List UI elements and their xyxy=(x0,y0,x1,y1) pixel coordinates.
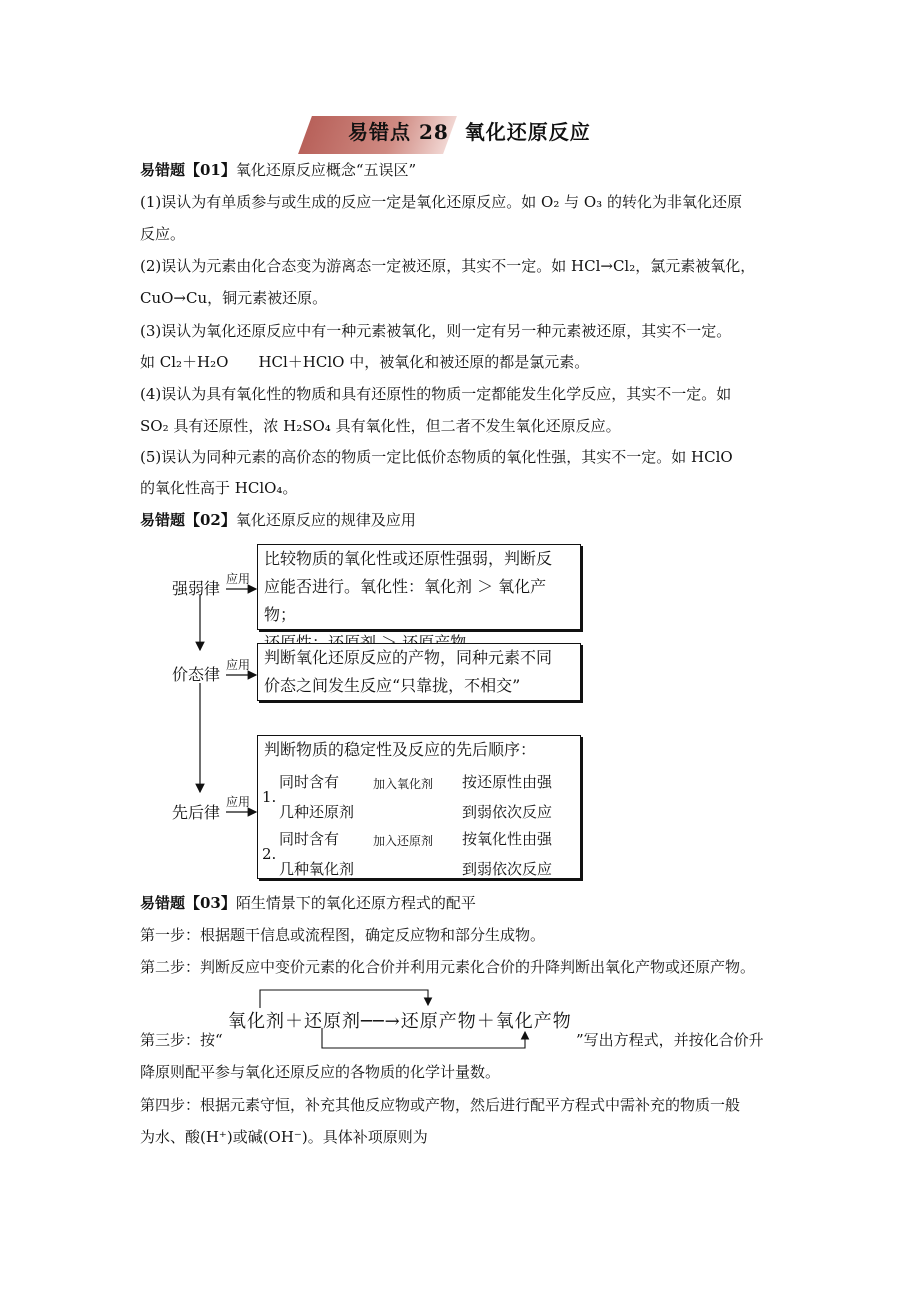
order-right1-1: 按还原性由强 xyxy=(462,773,553,791)
order-arrow-label-1: 加入氧化剂 xyxy=(373,777,434,791)
rule-box-valence xyxy=(257,643,581,701)
s1-item5-line2: 的氧化性高于 HClO₄。 xyxy=(140,479,298,497)
box3-line1: 判断物质的稳定性及反应的先后顺序： xyxy=(264,740,537,759)
title-main: 易错点 28 xyxy=(348,120,449,144)
step4-line1: 第四步：根据元素守恒，补充其他反应物或产物，然后进行配平方程式中需补充的物质一般 xyxy=(140,1096,741,1114)
section3-title: 陌生情景下的氧化还原方程式的配平 xyxy=(235,894,476,912)
order-right2-2: 到弱依次反应 xyxy=(462,860,553,878)
order-right1-2: 按氧化性由强 xyxy=(462,830,553,848)
box2-line2: 价态之间发生反应“只靠拢，不相交” xyxy=(264,676,521,695)
step3-continued: 降原则配平参与氧化还原反应的各物质的化学计量数。 xyxy=(140,1063,501,1081)
apply-label-2: 应用 xyxy=(226,658,251,672)
rule-box-strong-weak xyxy=(257,544,581,630)
order-left1-1: 同时含有 xyxy=(279,773,340,791)
order-left1-2: 同时含有 xyxy=(279,830,340,848)
section2-label: 易错题【02】 xyxy=(140,511,236,529)
equation-top-arrow xyxy=(260,990,428,1008)
step1: 第一步：根据题干信息或流程图，确定反应物和部分生成物。 xyxy=(140,926,546,944)
section1-label: 易错题【01】 xyxy=(140,161,236,179)
section2-title: 氧化还原反应的规律及应用 xyxy=(235,511,416,529)
box1-line2: 应能否进行。氧化性：氧化剂 ＞ 氧化产物； xyxy=(264,577,547,624)
s1-item2-line2: CuO→Cu，铜元素被还原。 xyxy=(140,289,328,307)
s1-item3-line2: 如 Cl₂＋H₂O HCl＋HClO 中，被氧化和被还原的都是氯元素。 xyxy=(140,353,590,371)
box1-line1: 比较物质的氧化性或还原性强弱，判断反 xyxy=(264,549,553,568)
order-right2-1: 到弱依次反应 xyxy=(462,803,553,821)
s1-item3-line1: (3)误认为氧化还原反应中有一种元素被氧化，则一定有另一种元素被还原，其实不一定。 xyxy=(140,322,732,340)
box2-line1: 判断氧化还原反应的产物，同种元素不同 xyxy=(264,648,553,667)
apply-label-3: 应用 xyxy=(226,795,251,809)
s1-item1-line2: 反应。 xyxy=(140,225,186,243)
order-left2-1: 几种还原剂 xyxy=(279,803,355,821)
order-num-1: 1. xyxy=(262,788,277,806)
s1-item4-line2: SO₂ 具有还原性，浓 H₂SO₄ 具有氧化性，但二者不发生氧化还原反应。 xyxy=(140,417,621,435)
title-sub: 氧化还原反应 xyxy=(464,120,591,144)
section3-heading xyxy=(140,893,790,913)
s1-item5-line1: (5)误认为同种元素的高价态的物质一定比低价态物质的氧化性强，其实不一定。如 HClO xyxy=(140,448,733,466)
step4-line2: 为水、酸(H⁺)或碱(OH⁻)。具体补项原则为 xyxy=(140,1128,428,1146)
order-left2-2: 几种氧化剂 xyxy=(279,860,355,878)
s1-item2-line1: (2)误认为元素由化合态变为游离态一定被还原，其实不一定。如 HCl→Cl₂，氯元素被氧化， xyxy=(140,257,756,275)
rule-valence: 价态律 xyxy=(172,665,221,684)
s1-item1-line1: (1)误认为有单质参与或生成的反应一定是氧化还原反应。如 O₂ 与 O₃ 的转化为非氧化还原 xyxy=(140,193,742,211)
step2: 第二步：判断反应中变价元素的化合价并利用元素化合价的升降判断出氧化产物或还原产物。 xyxy=(140,958,756,976)
step3-suffix: ”写出方程式，并按化合价升 xyxy=(576,1031,764,1049)
rule-strong-weak: 强弱律 xyxy=(172,579,221,598)
order-arrow-label-2: 加入还原剂 xyxy=(373,834,434,848)
apply-label-1: 应用 xyxy=(226,572,251,586)
rule-order: 先后律 xyxy=(172,803,221,822)
order-num-2: 2. xyxy=(262,845,277,863)
s1-item4-line1: (4)误认为具有氧化性的物质和具有还原性的物质一定都能发生化学反应，其实不一定。如 xyxy=(140,385,732,403)
equation: 氧化剂＋还原剂──→还原产物＋氧化产物 xyxy=(228,1011,572,1032)
section3-label: 易错题【03】 xyxy=(140,894,236,912)
step3-prefix: 第三步：按“ xyxy=(140,1031,223,1049)
section1-title: 氧化还原反应概念“五误区” xyxy=(235,161,417,179)
